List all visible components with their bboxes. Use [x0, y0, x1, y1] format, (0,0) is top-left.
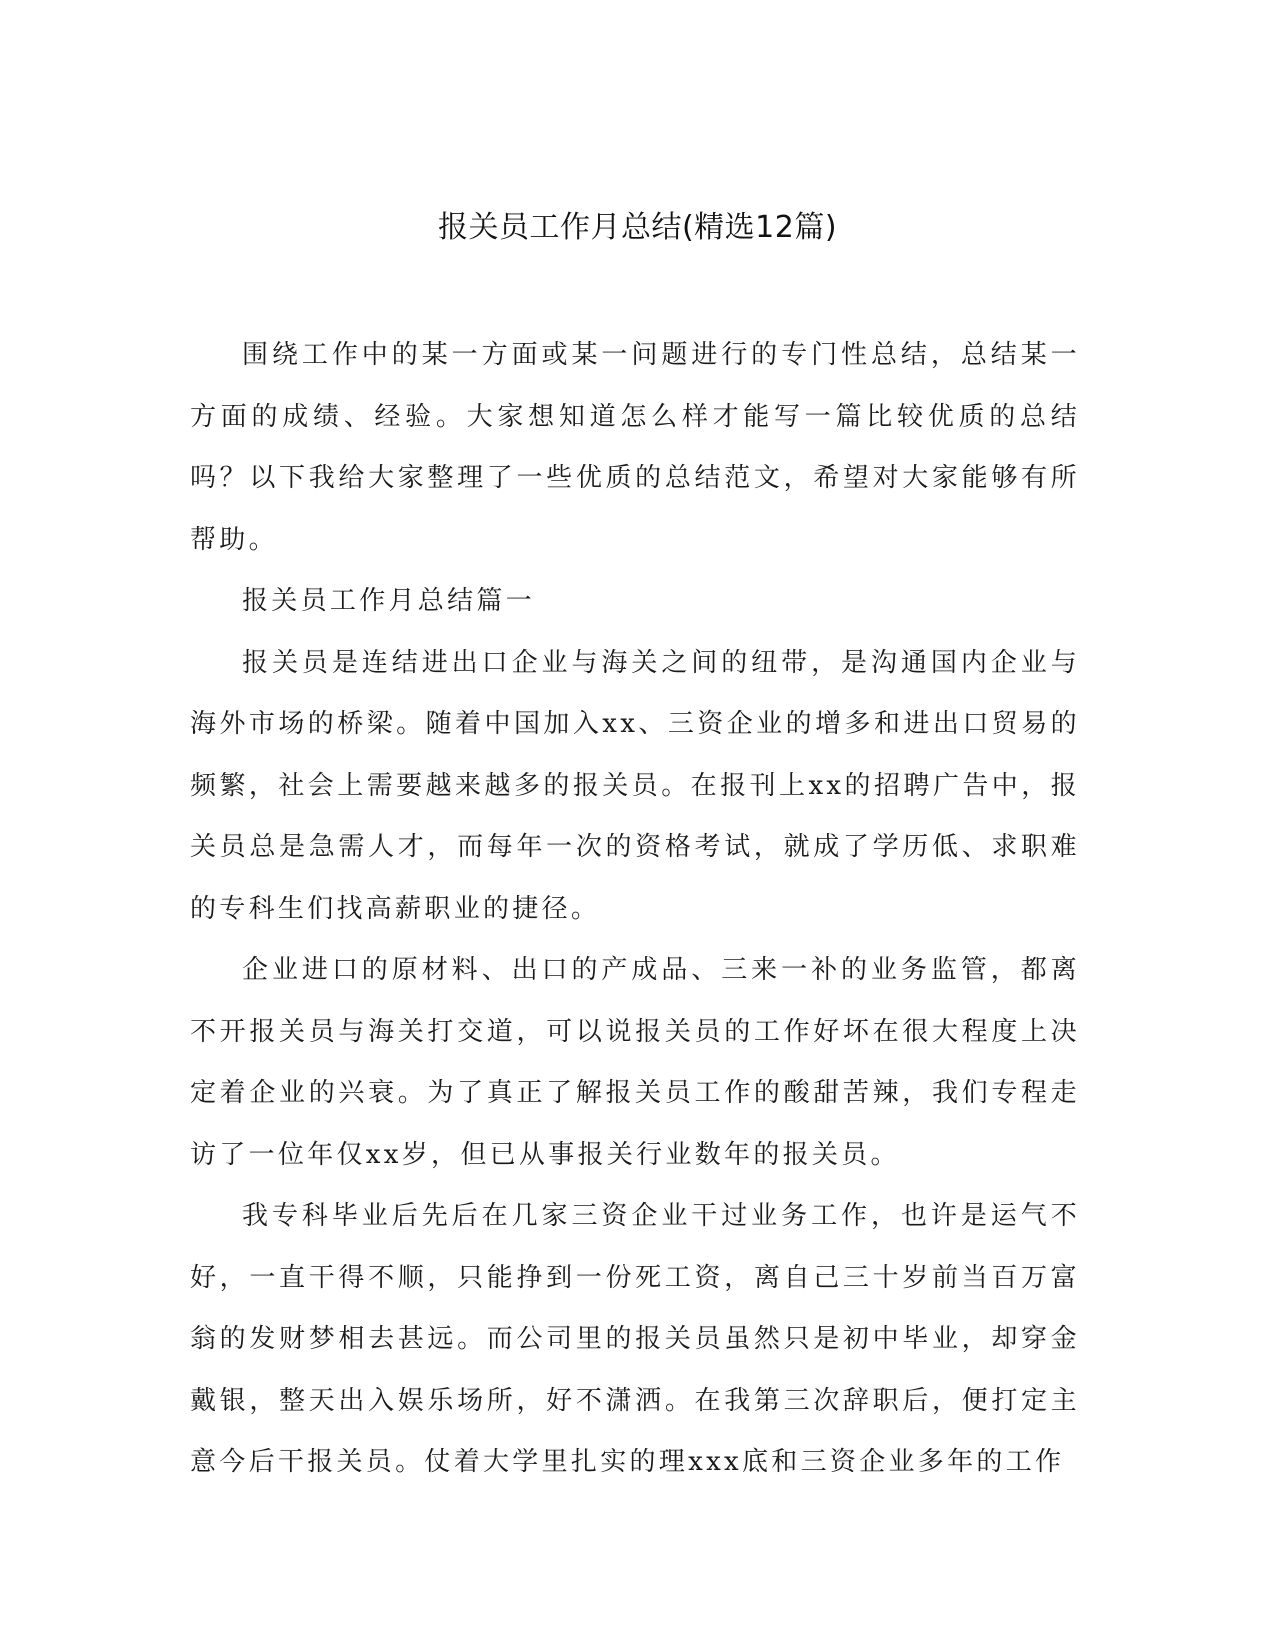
section-heading: 报关员工作月总结篇一 — [242, 586, 536, 616]
body-paragraph-2: 企业进口的原材料、出口的产成品、三来一补的业务监管，都离不开报关员与海关打交道，可以说报关员的工作好坏在很大程度上决定着企业的兴衰。为了真正了解报关员工作的酸甜苦辣，我们专程走访了一位年仅xx岁，但已从事报关行业数年的报关员。 — [190, 955, 1080, 1170]
document-title: 报关员工作月总结(精选12篇) — [437, 210, 838, 245]
body-paragraph-1: 报关员是连结进出口企业与海关之间的纽带，是沟通国内企业与海外市场的桥梁。随着中国加入xx、三资企业的增多和进出口贸易的频繁，社会上需要越来越多的报关员。在报刊上xx的招聘广告中，报关员总是急需人才，而每年一次的资格考试，就成了学历低、求职难的专科生们找高薪职业的捷径。 — [190, 647, 1080, 924]
document-body — [190, 325, 1080, 1494]
intro-paragraph: 围绕工作中的某一方面或某一问题进行的专门性总结，总结某一方面的成绩、经验。大家想知道怎么样才能写一篇比较优质的总结吗？以下我给大家整理了一些优质的总结范文，希望对大家能够有所帮助。 — [190, 340, 1080, 555]
body-paragraph-3: 我专科毕业后先后在几家三资企业干过业务工作，也许是运气不好，一直干得不顺，只能挣到一份死工资，离自己三十岁前当百万富翁的发财梦相去甚远。而公司里的报关员虽然只是初中毕业，却穿金戴银，整天出入娱乐场所，好不潇洒。在我第三次辞职后，便打定主意今后干报关员。仗着大学里扎实的理xxx底和三资企业多年的工作 — [190, 1201, 1080, 1477]
